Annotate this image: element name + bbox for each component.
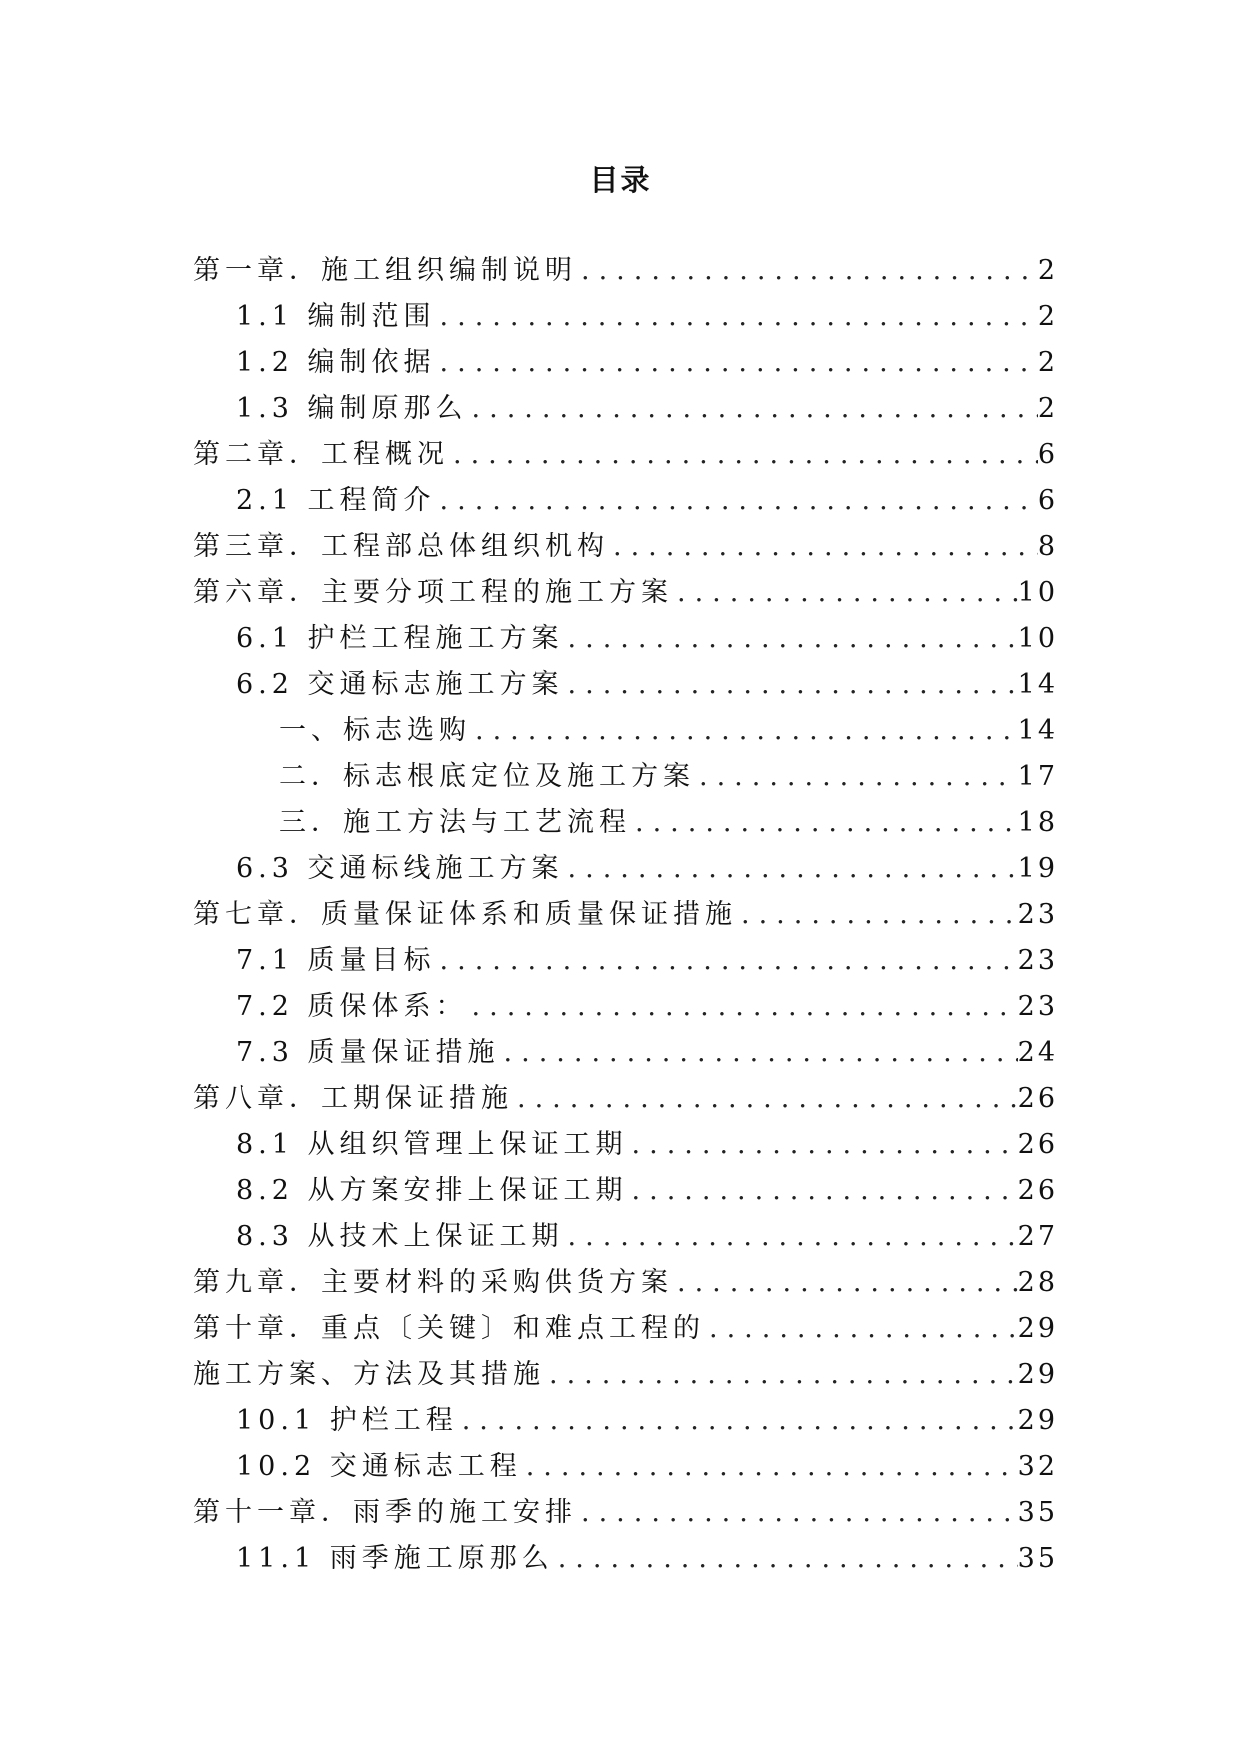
toc-entry-6-2-c[interactable] (193, 800, 1058, 846)
toc-page-number: 26 (1017, 1129, 1058, 1160)
toc-entry-label: 一、标志选购 (279, 715, 471, 746)
toc-page-number: 32 (1017, 1451, 1058, 1482)
toc-entry-label: 施工方案、方法及其措施 (193, 1359, 545, 1390)
toc-dot-leader (458, 1405, 1018, 1436)
toc-dot-leader (628, 1175, 1018, 1206)
toc-entry-ch8[interactable] (193, 1076, 1058, 1122)
toc-dot-leader (436, 301, 1038, 332)
toc-entry-10-2[interactable] (193, 1444, 1058, 1490)
toc-page-number: 2 (1037, 301, 1058, 332)
toc-entry-label: 6.1 护栏工程施工方案 (236, 623, 564, 654)
toc-page-number: 10 (1017, 623, 1058, 654)
toc-entry-1-3[interactable] (193, 386, 1058, 432)
toc-page-number: 14 (1017, 715, 1058, 746)
toc-dot-leader (564, 1221, 1018, 1252)
toc-entry-ch1[interactable] (193, 248, 1058, 294)
toc-page-number: 17 (1017, 761, 1058, 792)
toc-page-number: 29 (1017, 1405, 1058, 1436)
toc-entry-8-2[interactable] (193, 1168, 1058, 1214)
toc-page-number: 2 (1037, 393, 1058, 424)
toc-page-number: 8 (1037, 531, 1058, 562)
toc-list (193, 248, 1058, 1582)
toc-entry-label: 第六章．主要分项工程的施工方案 (193, 577, 673, 608)
toc-page-number: 6 (1037, 439, 1058, 470)
toc-entry-label: 6.2 交通标志施工方案 (236, 669, 564, 700)
toc-entry-label: 8.3 从技术上保证工期 (236, 1221, 564, 1252)
toc-page-number: 24 (1017, 1037, 1058, 1068)
toc-dot-leader (564, 623, 1018, 654)
toc-page-number: 35 (1017, 1543, 1058, 1574)
toc-page-number: 23 (1017, 991, 1058, 1022)
toc-page-number: 23 (1017, 899, 1058, 930)
toc-dot-leader (500, 1037, 1018, 1068)
toc-dot-leader (554, 1543, 1018, 1574)
toc-page-number: 27 (1017, 1221, 1058, 1252)
toc-page-number: 26 (1017, 1175, 1058, 1206)
toc-dot-leader (468, 991, 1018, 1022)
toc-entry-8-1[interactable] (193, 1122, 1058, 1168)
toc-dot-leader (673, 1267, 1018, 1298)
toc-page-number: 18 (1017, 807, 1058, 838)
toc-entry-ch11[interactable] (193, 1490, 1058, 1536)
toc-page-number: 35 (1017, 1497, 1058, 1528)
toc-entry-ch10[interactable] (193, 1306, 1058, 1352)
toc-page-number: 26 (1017, 1083, 1058, 1114)
toc-entry-label: 第十一章．雨季的施工安排 (193, 1497, 577, 1528)
toc-dot-leader (577, 1497, 1018, 1528)
toc-entry-6-2-b[interactable] (193, 754, 1058, 800)
toc-entry-label: 二．标志根底定位及施工方案 (279, 761, 695, 792)
toc-entry-label: 1.1 编制范围 (236, 301, 436, 332)
toc-entry-label: 第三章．工程部总体组织机构 (193, 531, 609, 562)
toc-dot-leader (737, 899, 1018, 930)
toc-page-number: 29 (1017, 1313, 1058, 1344)
toc-entry-label: 三．施工方法与工艺流程 (279, 807, 631, 838)
toc-dot-leader (436, 945, 1018, 976)
toc-dot-leader (631, 807, 1018, 838)
toc-dot-leader (673, 577, 1018, 608)
toc-page-number: 14 (1017, 669, 1058, 700)
toc-dot-leader (609, 531, 1038, 562)
toc-dot-leader (564, 853, 1018, 884)
toc-entry-10-1[interactable] (193, 1398, 1058, 1444)
toc-entry-7-2[interactable] (193, 984, 1058, 1030)
toc-entry-6-3[interactable] (193, 846, 1058, 892)
toc-entry-label: 8.2 从方案安排上保证工期 (236, 1175, 628, 1206)
toc-entry-11-1[interactable] (193, 1536, 1058, 1582)
toc-entry-7-3[interactable] (193, 1030, 1058, 1076)
toc-entry-ch3[interactable] (193, 524, 1058, 570)
toc-page-number: 10 (1017, 577, 1058, 608)
toc-entry-6-2[interactable] (193, 662, 1058, 708)
toc-page-number: 28 (1017, 1267, 1058, 1298)
toc-entry-label: 第七章．质量保证体系和质量保证措施 (193, 899, 737, 930)
toc-dot-leader (577, 255, 1038, 286)
toc-entry-7-1[interactable] (193, 938, 1058, 984)
toc-entry-label: 1.3 编制原那么 (236, 393, 468, 424)
toc-page-number: 29 (1017, 1359, 1058, 1390)
toc-dot-leader (628, 1129, 1018, 1160)
toc-dot-leader (449, 439, 1038, 470)
toc-entry-ch10-cont[interactable] (193, 1352, 1058, 1398)
toc-page-number: 2 (1037, 347, 1058, 378)
toc-entry-ch2[interactable] (193, 432, 1058, 478)
toc-dot-leader (705, 1313, 1018, 1344)
toc-entry-2-1[interactable] (193, 478, 1058, 524)
toc-entry-label: 第十章．重点〔关键〕和难点工程的 (193, 1313, 705, 1344)
toc-entry-label: 2.1 工程简介 (236, 485, 436, 516)
toc-entry-label: 7.2 质保体系： (236, 991, 468, 1022)
toc-page-number: 23 (1017, 945, 1058, 976)
toc-dot-leader (545, 1359, 1018, 1390)
toc-entry-ch9[interactable] (193, 1260, 1058, 1306)
toc-entry-6-1[interactable] (193, 616, 1058, 662)
toc-entry-1-1[interactable] (193, 294, 1058, 340)
toc-page-number: 2 (1037, 255, 1058, 286)
toc-entry-label: 7.3 质量保证措施 (236, 1037, 500, 1068)
toc-entry-label: 第九章．主要材料的采购供货方案 (193, 1267, 673, 1298)
toc-entry-ch6[interactable] (193, 570, 1058, 616)
toc-entry-label: 8.1 从组织管理上保证工期 (236, 1129, 628, 1160)
toc-entry-1-2[interactable] (193, 340, 1058, 386)
toc-entry-label: 7.1 质量目标 (236, 945, 436, 976)
toc-entry-label: 11.1 雨季施工原那么 (236, 1543, 554, 1574)
toc-entry-6-2-a[interactable] (193, 708, 1058, 754)
toc-entry-label: 第一章．施工组织编制说明 (193, 255, 577, 286)
toc-dot-leader (471, 715, 1018, 746)
toc-entry-label: 10.2 交通标志工程 (236, 1451, 522, 1482)
toc-entry-ch7[interactable] (193, 892, 1058, 938)
toc-dot-leader (513, 1083, 1018, 1114)
toc-entry-label: 第二章．工程概况 (193, 439, 449, 470)
toc-title: 目录 (589, 163, 652, 197)
toc-entry-label: 6.3 交通标线施工方案 (236, 853, 564, 884)
toc-entry-label: 10.1 护栏工程 (236, 1405, 458, 1436)
toc-dot-leader (436, 347, 1038, 378)
toc-entry-label: 第八章．工期保证措施 (193, 1083, 513, 1114)
toc-dot-leader (436, 485, 1038, 516)
toc-entry-label: 1.2 编制依据 (236, 347, 436, 378)
toc-dot-leader (695, 761, 1018, 792)
toc-page-number: 6 (1037, 485, 1058, 516)
toc-dot-leader (564, 669, 1018, 700)
toc-dot-leader (522, 1451, 1018, 1482)
toc-dot-leader (468, 393, 1038, 424)
toc-page-number: 19 (1017, 853, 1058, 884)
toc-entry-8-3[interactable] (193, 1214, 1058, 1260)
